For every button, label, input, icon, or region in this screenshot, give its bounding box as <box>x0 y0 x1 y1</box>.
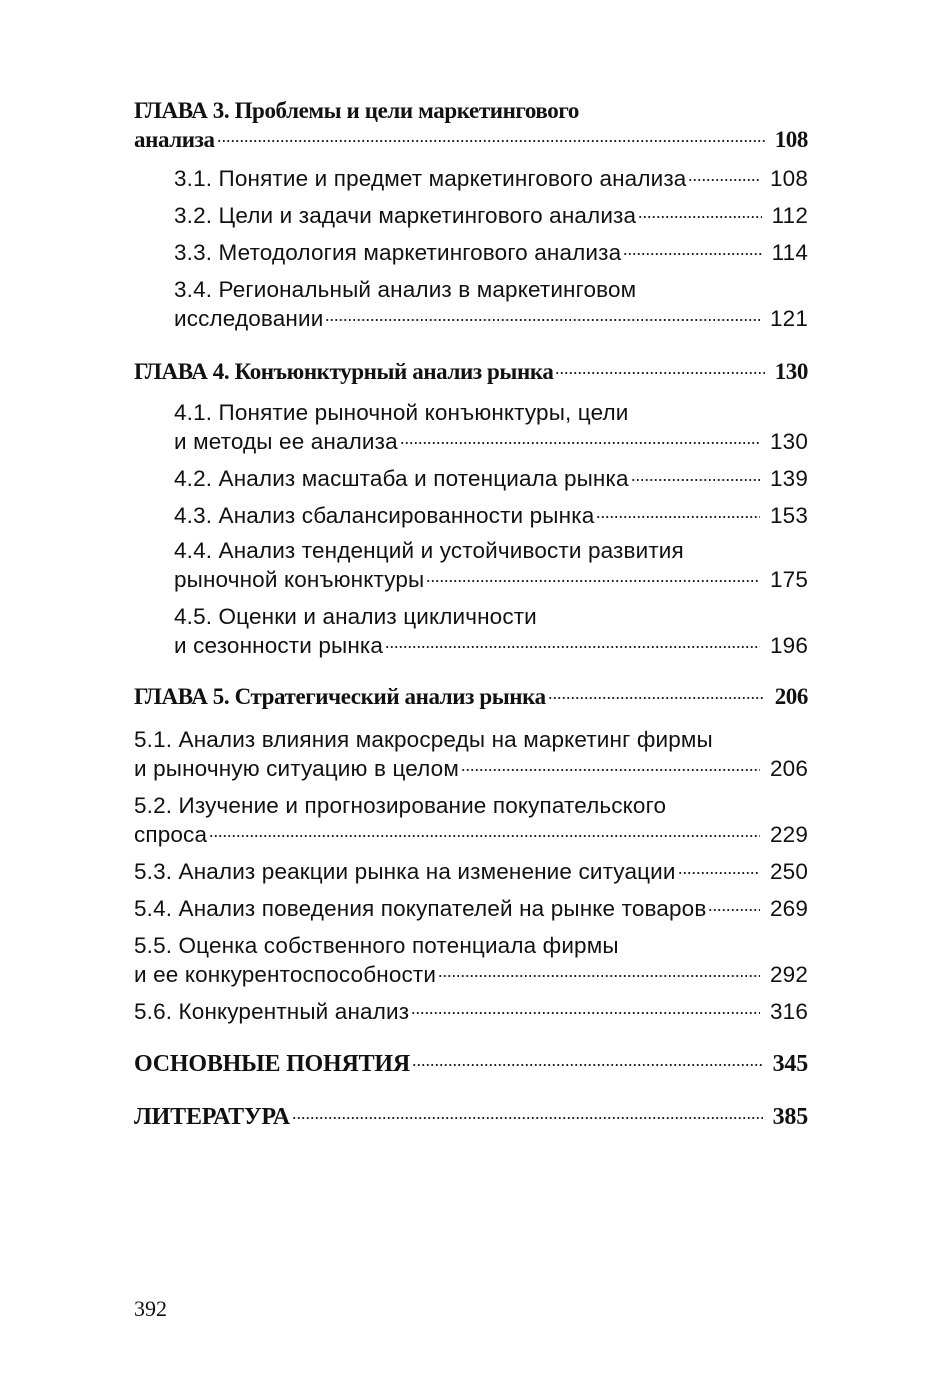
chapter-3-title-line1: ГЛАВА 3. Проблемы и цели маркетингового <box>134 98 579 123</box>
section-title: 5.3. Анализ реакции рынка на изменение ситуации <box>134 859 676 884</box>
dot-leader <box>411 1011 760 1015</box>
section-title: 3.3. Методология маркетингового анализа <box>174 240 622 265</box>
chapter-4-page: 130 <box>774 359 808 384</box>
references-page: 385 <box>772 1104 808 1130</box>
toc-section-4-2 <box>134 464 808 493</box>
toc-section-4-1 <box>134 398 808 456</box>
dot-leader <box>596 515 760 519</box>
dot-leader <box>217 139 765 143</box>
section-title: 5.4. Анализ поведения покупателей на рынке товаров <box>134 896 707 921</box>
dot-leader <box>638 215 761 219</box>
section-page: 316 <box>770 999 808 1024</box>
chapter-3-heading <box>134 96 808 154</box>
table-of-contents <box>134 96 808 1132</box>
dot-leader <box>292 1116 763 1120</box>
dot-leader <box>426 579 760 583</box>
toc-section-4-4 <box>134 536 808 594</box>
dot-leader <box>325 318 760 322</box>
section-title: 4.2. Анализ масштаба и потенциала рынка <box>174 466 629 491</box>
dot-leader <box>555 371 764 375</box>
toc-section-5-3 <box>134 857 808 886</box>
chapter-3-title-line2: анализа <box>134 127 215 152</box>
references-title: ЛИТЕРАТУРА <box>134 1104 290 1130</box>
chapter-3-page: 108 <box>774 127 808 152</box>
section-page: 108 <box>770 166 808 191</box>
section-page: 292 <box>770 962 808 987</box>
section-title: и ее конкурентоспособности <box>134 962 437 987</box>
toc-section-3-4 <box>134 275 808 333</box>
dot-leader <box>400 441 760 445</box>
dot-leader <box>461 768 760 772</box>
section-title: 5.6. Конкурентный анализ <box>134 999 410 1024</box>
toc-section-3-2 <box>134 201 808 230</box>
section-page: 121 <box>770 306 808 331</box>
section-title: 4.3. Анализ сбалансированности рынка <box>174 503 595 528</box>
toc-section-3-1 <box>134 164 808 193</box>
section-title-line1: 5.5. Оценка собственного потенциала фирмы <box>134 933 619 958</box>
section-title-line1: 4.4. Анализ тенденций и устойчивости развития <box>174 538 684 563</box>
section-page: 130 <box>770 429 808 454</box>
section-page: 196 <box>770 633 808 658</box>
section-title: спроса <box>134 822 208 847</box>
section-title: 3.2. Цели и задачи маркетингового анализа <box>174 203 637 228</box>
dot-leader <box>209 834 760 838</box>
toc-section-5-6 <box>134 997 808 1026</box>
section-title-line1: 5.1. Анализ влияния макросреды на маркетинг фирмы <box>134 727 713 752</box>
section-page: 206 <box>770 756 808 781</box>
section-title-line1: 4.1. Понятие рыночной конъюнктуры, цели <box>174 400 629 425</box>
dot-leader <box>385 645 760 649</box>
chapter-5-page: 206 <box>774 684 808 709</box>
toc-section-3-3 <box>134 238 808 267</box>
glossary-heading <box>134 1050 808 1079</box>
toc-section-5-2 <box>134 791 808 849</box>
section-page: 269 <box>770 896 808 921</box>
dot-leader <box>438 974 760 978</box>
toc-section-4-5 <box>134 602 808 660</box>
section-page: 112 <box>771 203 808 228</box>
dot-leader <box>678 871 760 875</box>
chapter-5-heading <box>134 682 808 711</box>
toc-section-4-3 <box>134 501 808 530</box>
toc-section-5-5 <box>134 931 808 989</box>
section-title: исследовании <box>174 306 324 331</box>
section-page: 229 <box>770 822 808 847</box>
dot-leader <box>623 252 761 256</box>
section-title-line1: 5.2. Изучение и прогнозирование покупательского <box>134 793 667 818</box>
chapter-4-title: ГЛАВА 4. Конъюнктурный анализ рынка <box>134 359 554 384</box>
dot-leader <box>631 478 760 482</box>
section-title-line1: 4.5. Оценки и анализ цикличности <box>174 604 537 629</box>
dot-leader <box>548 696 765 700</box>
dot-leader <box>412 1063 763 1067</box>
dot-leader <box>708 908 760 912</box>
section-title: и методы ее анализа <box>174 429 398 454</box>
toc-section-5-4 <box>134 894 808 923</box>
section-title: и сезонности рынка <box>174 633 384 658</box>
chapter-4-heading <box>134 357 808 386</box>
glossary-page: 345 <box>772 1051 808 1077</box>
section-page: 153 <box>770 503 808 528</box>
page-number: 392 <box>134 1296 167 1321</box>
section-page: 250 <box>770 859 808 884</box>
section-title-line1: 3.4. Региональный анализ в маркетинговом <box>174 277 637 302</box>
section-title: 3.1. Понятие и предмет маркетингового анализа <box>174 166 687 191</box>
section-title: рыночной конъюнктуры <box>174 567 425 592</box>
toc-section-5-1 <box>134 725 808 783</box>
references-heading <box>134 1103 808 1132</box>
section-page: 139 <box>770 466 808 491</box>
glossary-title: ОСНОВНЫЕ ПОНЯТИЯ <box>134 1051 411 1077</box>
chapter-5-title: ГЛАВА 5. Стратегический анализ рынка <box>134 684 546 709</box>
section-title: и рыночную ситуацию в целом <box>134 756 459 781</box>
dot-leader <box>688 178 760 182</box>
section-page: 175 <box>770 567 808 592</box>
section-page: 114 <box>771 240 808 265</box>
